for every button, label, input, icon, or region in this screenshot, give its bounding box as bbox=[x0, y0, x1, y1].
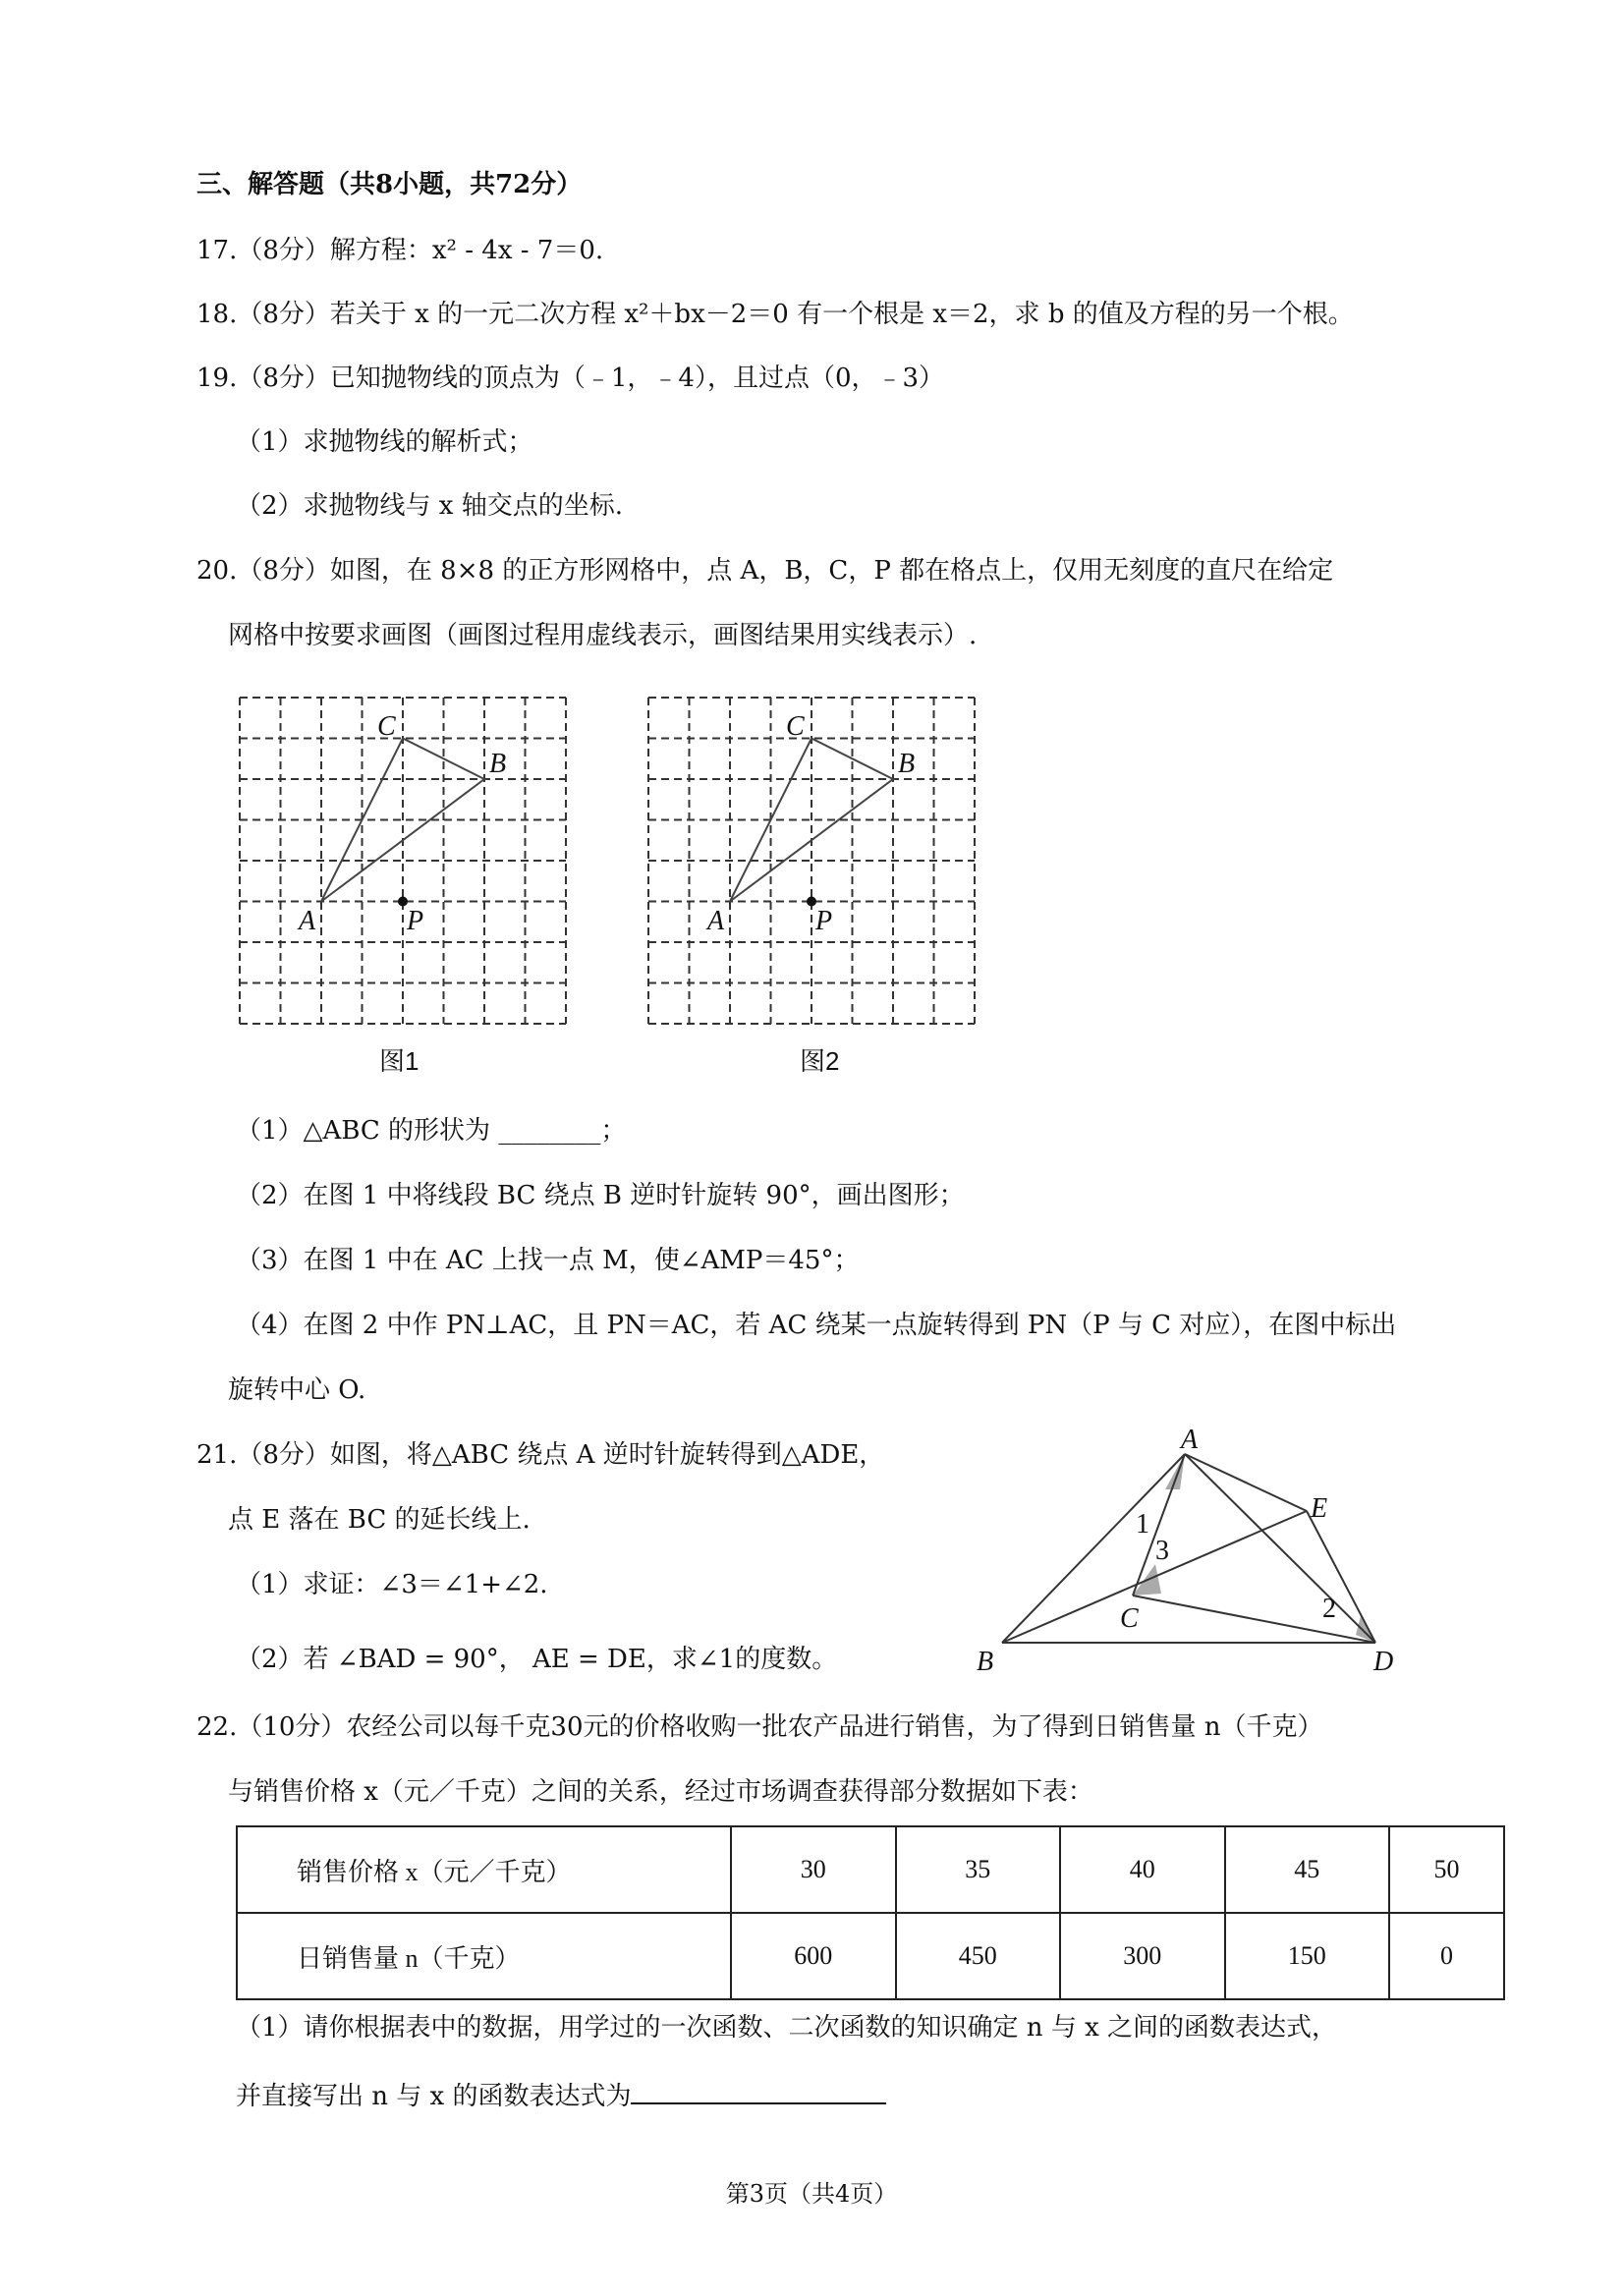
label-a: A bbox=[299, 906, 316, 936]
question-19-stem: 19.（8分）已知抛物线的顶点为（﹣1，﹣4），且过点（0，﹣3） bbox=[196, 364, 945, 393]
label-angle-2: 2 bbox=[1322, 1594, 1336, 1624]
figure-2-caption: 图2 bbox=[800, 1046, 840, 1076]
point-p bbox=[398, 897, 408, 907]
label-a-21: A bbox=[1181, 1425, 1199, 1455]
table-cell: 0 bbox=[1389, 1913, 1504, 1999]
label-c: C bbox=[377, 711, 396, 742]
label-angle-1: 1 bbox=[1136, 1509, 1149, 1540]
table-cell: 50 bbox=[1389, 1826, 1504, 1913]
question-20-stem-line2: 网格中按要求画图（画图过程用虚线表示，画图结果用实线表示）. bbox=[228, 621, 978, 650]
question-19-part2: （2）求抛物线与 x 轴交点的坐标. bbox=[236, 491, 623, 521]
table-cell: 35 bbox=[896, 1826, 1061, 1913]
table-cell: 40 bbox=[1060, 1826, 1225, 1913]
table-cell: 150 bbox=[1225, 1913, 1390, 1999]
question-21-figure bbox=[963, 1425, 1415, 1690]
label-d-21: D bbox=[1373, 1647, 1394, 1677]
table-row bbox=[237, 1913, 1504, 1999]
table-cell: 600 bbox=[731, 1913, 896, 1999]
question-22-part1-prompt: 并直接写出 n 与 x 的函数表达式为 bbox=[236, 2082, 632, 2111]
question-17: 17.（8分）解方程：x² - 4x - 7＝0. bbox=[196, 236, 604, 265]
sales-table bbox=[236, 1825, 1505, 2000]
label-angle-3: 3 bbox=[1155, 1536, 1169, 1566]
label-c-21: C bbox=[1120, 1603, 1139, 1634]
question-22-part1-answer-line bbox=[236, 2075, 886, 2114]
question-20-part4-line2: 旋转中心 O. bbox=[228, 1375, 366, 1405]
question-19-part1: （1）求抛物线的解析式； bbox=[236, 427, 533, 457]
table-header-price: 销售价格 x（元／千克） bbox=[237, 1826, 731, 1913]
figure-1-caption: 图1 bbox=[379, 1046, 420, 1076]
label-p-2: P bbox=[815, 906, 833, 936]
table-cell: 450 bbox=[896, 1913, 1061, 1999]
question-21-stem-line2: 点 E 落在 BC 的延长线上. bbox=[228, 1505, 531, 1535]
table-cell: 30 bbox=[731, 1826, 896, 1913]
question-21-stem-line1: 21.（8分）如图，将△ABC 绕点 A 逆时针旋转得到△ADE， bbox=[196, 1440, 885, 1470]
question-22-stem-line2: 与销售价格 x（元／千克）之间的关系，经过市场调查获得部分数据如下表： bbox=[228, 1777, 1093, 1807]
label-c-2: C bbox=[786, 711, 805, 742]
label-b: B bbox=[489, 749, 507, 779]
question-18: 18.（8分）若关于 x 的一元二次方程 x²＋bx－2＝0 有一个根是 x＝2，求 b 的值及方程的另一个根。 bbox=[196, 300, 1354, 329]
label-b-2: B bbox=[898, 749, 916, 779]
table-row bbox=[237, 1826, 1504, 1913]
question-20-stem-line1: 20.（8分）如图，在 8×8 的正方形网格中，点 A，B，C，P 都在格点上，仅用无刻度的直尺在给定 bbox=[196, 556, 1334, 586]
figure-2-grid bbox=[641, 688, 994, 1032]
label-e-21: E bbox=[1311, 1493, 1328, 1524]
question-20-part2: （2）在图 1 中将线段 BC 绕点 B 逆时针旋转 90°，画出图形； bbox=[236, 1181, 965, 1210]
question-20-part3: （3）在图 1 中在 AC 上找一点 M，使∠AMP＝45°； bbox=[236, 1246, 860, 1275]
label-p: P bbox=[407, 906, 424, 936]
answer-blank[interactable] bbox=[631, 2075, 886, 2104]
page-footer: 第3页（共4页） bbox=[725, 2180, 898, 2208]
question-21-part2: （2）若 ∠BAD = 90°， AE = DE，求∠1的度数。 bbox=[236, 1645, 838, 1674]
table-cell: 45 bbox=[1225, 1826, 1390, 1913]
question-22-stem-line1: 22.（10分）农经公司以每千克30元的价格收购一批农产品进行销售，为了得到日销售量 n（千克） bbox=[196, 1712, 1323, 1742]
question-20-part1: （1）△ABC 的形状为 ________； bbox=[236, 1116, 627, 1146]
question-20-part4-line1: （4）在图 2 中作 PN⊥AC，且 PN＝AC，若 AC 绕某一点旋转得到 PN（P 与 C 对应），在图中标出 bbox=[236, 1311, 1397, 1340]
table-cell: 300 bbox=[1060, 1913, 1225, 1999]
table-header-sales: 日销售量 n（千克） bbox=[237, 1913, 731, 1999]
question-22-part1: （1）请你根据表中的数据，用学过的一次函数、二次函数的知识确定 n 与 x 之间的函数表达式， bbox=[236, 2013, 1338, 2043]
label-a-2: A bbox=[707, 906, 725, 936]
point-p-2 bbox=[807, 897, 816, 907]
label-b-21: B bbox=[977, 1647, 994, 1677]
question-21-part1: （1）求证：∠3＝∠1+∠2. bbox=[236, 1570, 548, 1599]
section-title: 三、解答题（共8小题，共72分） bbox=[196, 170, 583, 199]
figure-1-grid bbox=[232, 688, 586, 1032]
